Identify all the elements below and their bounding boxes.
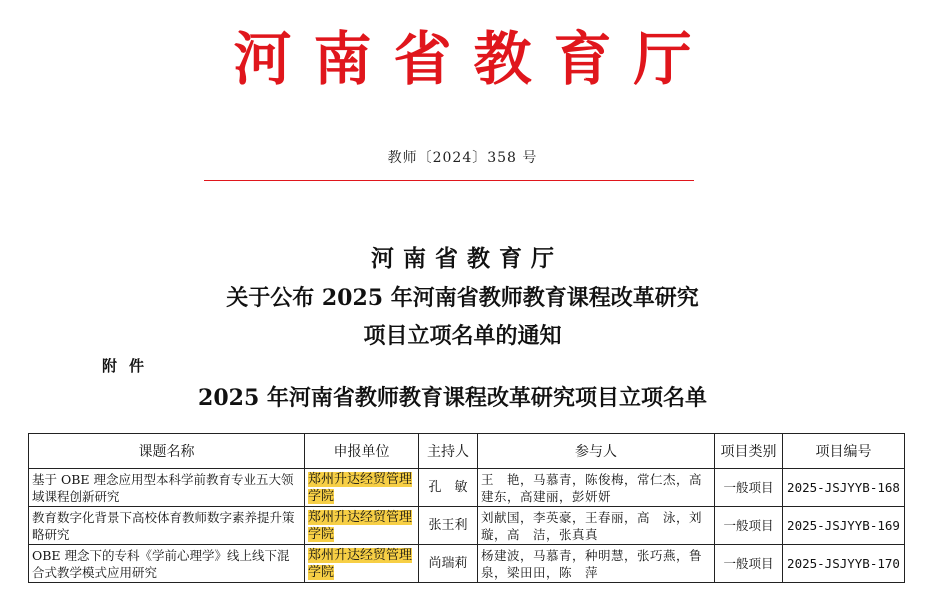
- header-applicant-unit: 申报单位: [305, 434, 419, 469]
- header-host: 主持人: [419, 434, 478, 469]
- project-code-cell: 2025-JSJYYB-169: [783, 507, 905, 545]
- header-participants: 参与人: [478, 434, 715, 469]
- project-code-cell: 2025-JSJYYB-168: [783, 469, 905, 507]
- project-name-cell: 教育数字化背景下高校体育教师数字素养提升策略研究: [29, 507, 305, 545]
- notice-title-line2: 关于公布 2025 年河南省教师教育课程改革研究: [226, 285, 699, 311]
- issuing-agency-header: 河南省教育厅: [233, 25, 714, 93]
- document-number: 教师〔2024〕358 号: [387, 150, 538, 166]
- project-list-table: [28, 433, 905, 583]
- participants-cell: 王 艳，马慕青，陈俊梅，常仁杰，高建东，高建丽，彭妍妍: [478, 469, 715, 507]
- applicant-unit-cell: [305, 507, 419, 545]
- host-cell: 尚瑞莉: [419, 545, 478, 583]
- applicant-unit-cell: [305, 545, 419, 583]
- table-header-row: [29, 434, 905, 469]
- table-row: [29, 469, 905, 507]
- participants-cell: 刘献国，李英豪，王春丽，高 泳，刘 璇，高 洁，张真真: [478, 507, 715, 545]
- project-type-cell: 一般项目: [715, 545, 783, 583]
- project-type-cell: 一般项目: [715, 469, 783, 507]
- highlighted-unit: 郑州升达经贸管理学院: [308, 509, 413, 542]
- header-project-code: 项目编号: [783, 434, 905, 469]
- project-name-cell: OBE 理念下的专科《学前心理学》线上线下混合式教学模式应用研究: [29, 545, 305, 583]
- project-type-cell: 一般项目: [715, 507, 783, 545]
- participants-cell: 杨建波，马慕青，种明慧，张巧燕，鲁 泉，梁田田，陈 萍: [478, 545, 715, 583]
- attachment-list-title: 2025 年河南省教师教育课程改革研究项目立项名单: [198, 385, 707, 411]
- header-project-name: 课题名称: [29, 434, 305, 469]
- attachment-label: 附件: [102, 357, 157, 375]
- table-row: [29, 545, 905, 583]
- table-row: [29, 507, 905, 545]
- host-cell: 张王利: [419, 507, 478, 545]
- project-name-cell: 基于 OBE 理念应用型本科学前教育专业五大领域课程创新研究: [29, 469, 305, 507]
- highlighted-unit: 郑州升达经贸管理学院: [308, 547, 413, 580]
- project-code-cell: 2025-JSJYYB-170: [783, 545, 905, 583]
- notice-title-line3: 项目立项名单的通知: [363, 323, 562, 349]
- notice-title-agency: 河南省教育厅: [371, 245, 563, 272]
- header-project-type: 项目类别: [715, 434, 783, 469]
- highlighted-unit: 郑州升达经贸管理学院: [308, 471, 413, 504]
- applicant-unit-cell: [305, 469, 419, 507]
- host-cell: 孔 敏: [419, 469, 478, 507]
- red-divider-line: [204, 180, 694, 181]
